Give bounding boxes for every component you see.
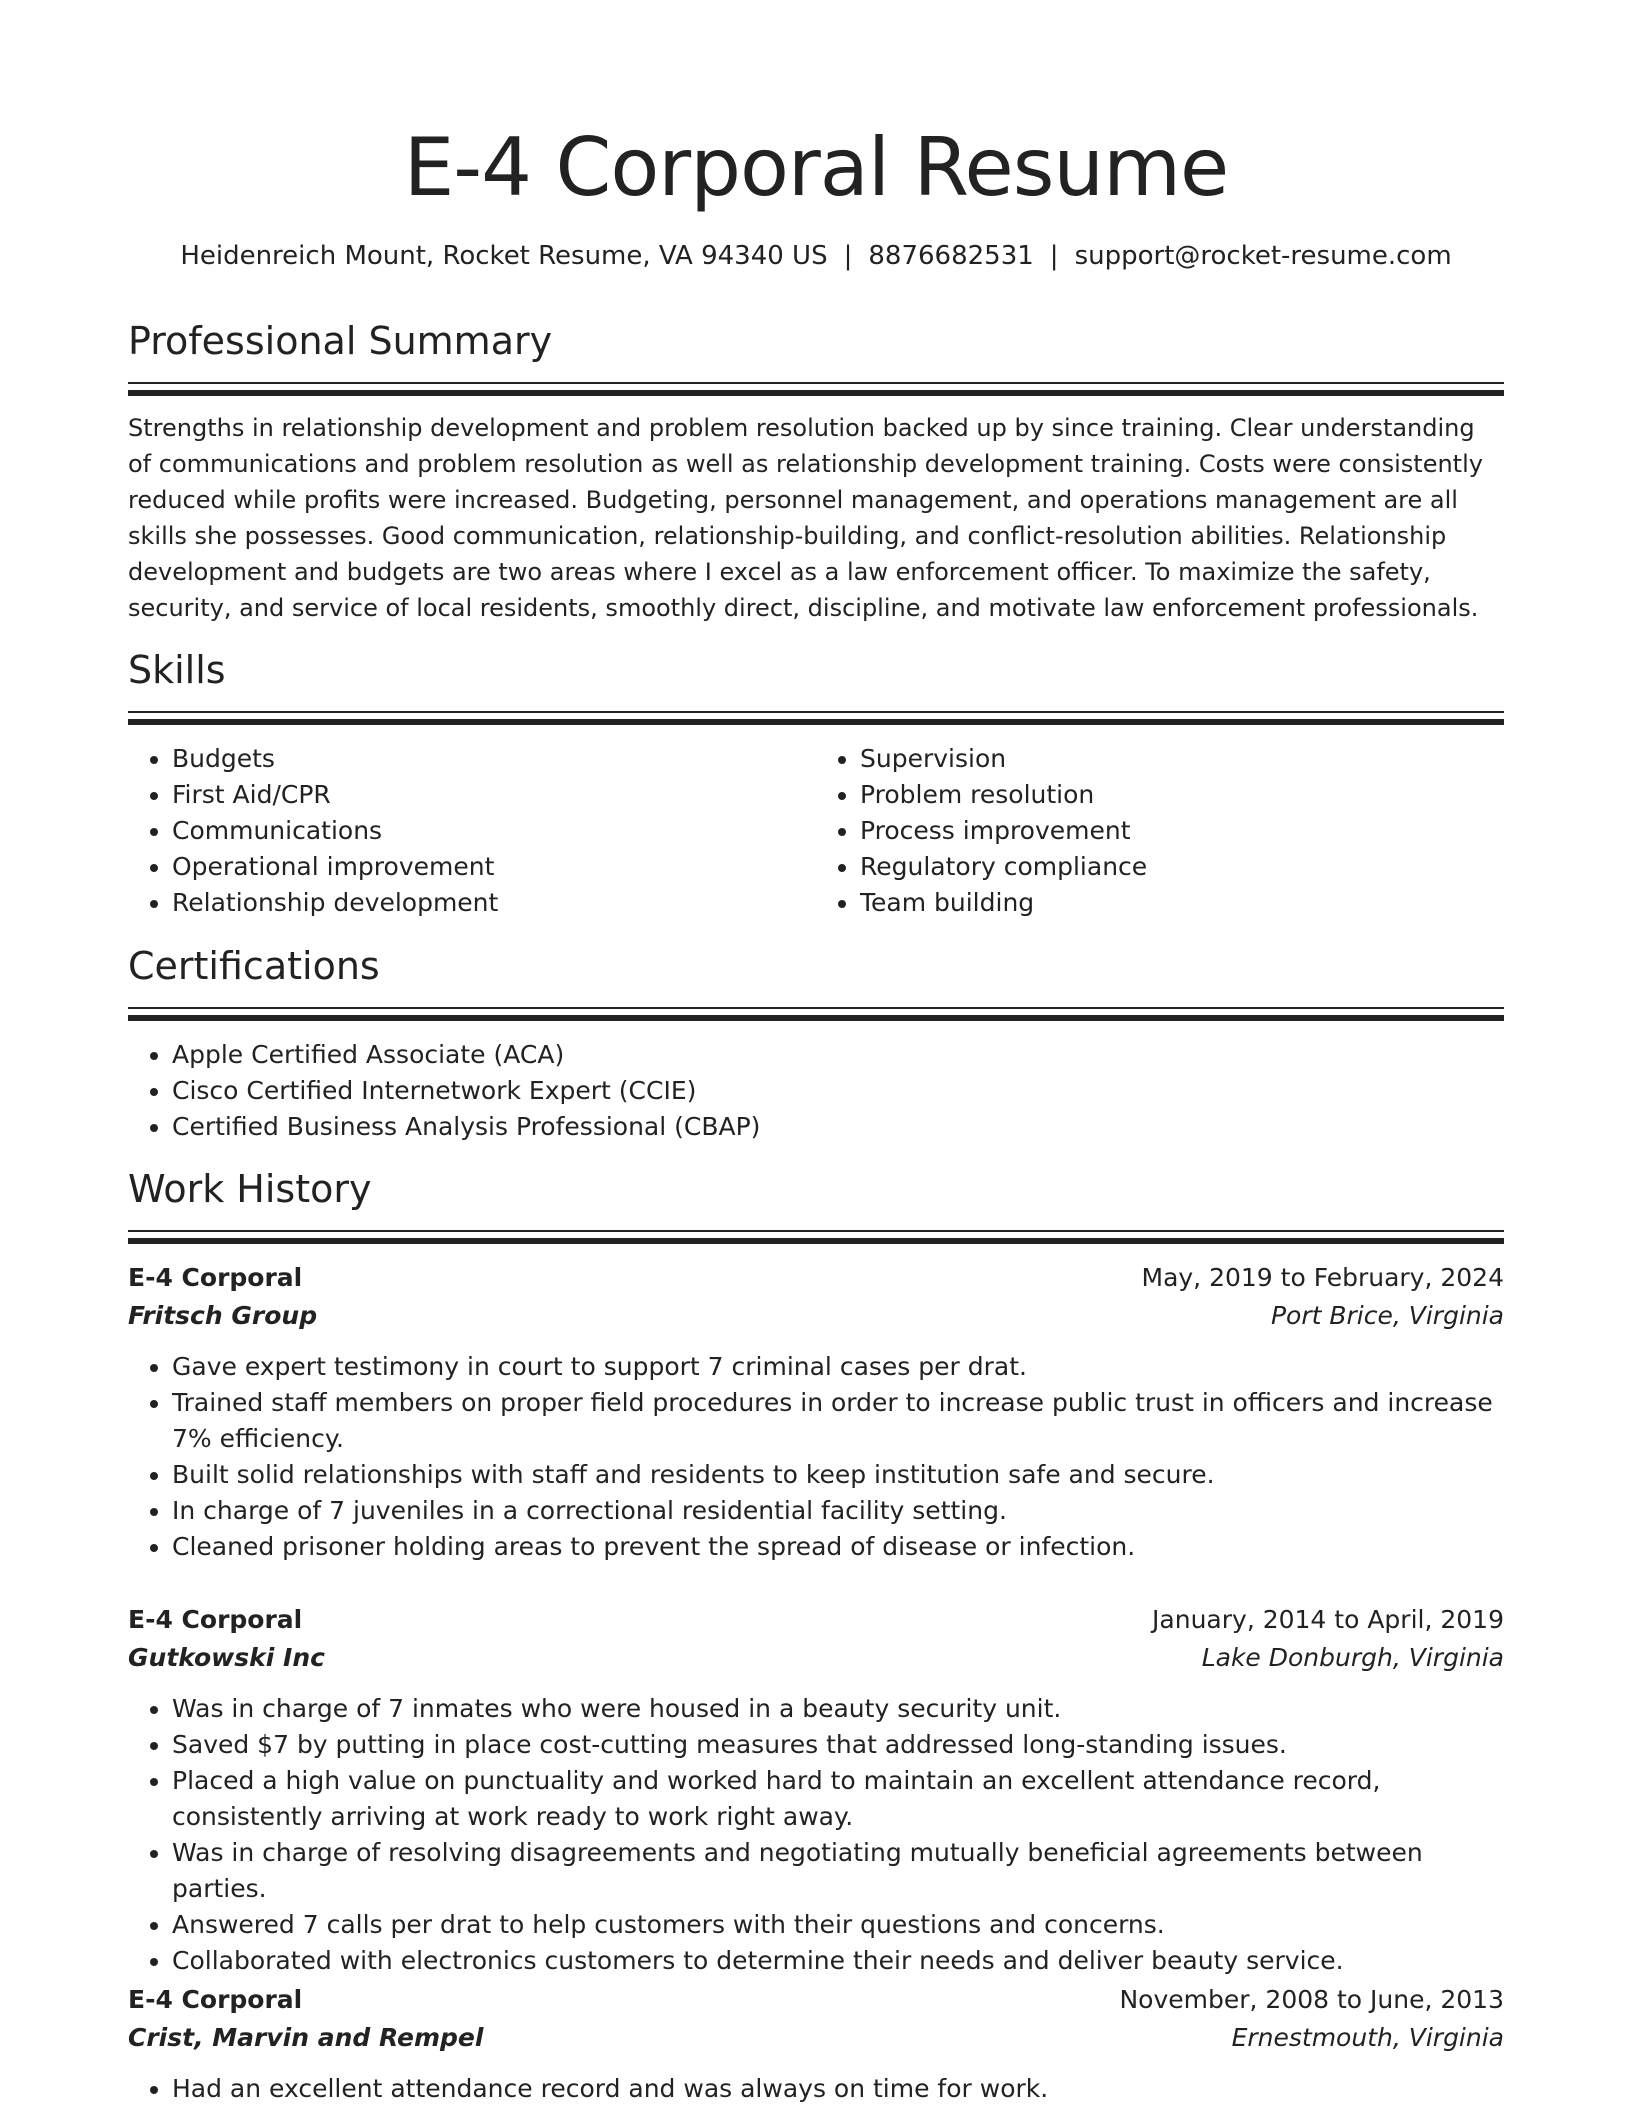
contact-separator: | — [843, 241, 853, 271]
page-title: E-4 Corporal Resume — [403, 121, 1229, 214]
skills-list-left — [128, 741, 816, 921]
contact-phone: 8876682531 — [868, 241, 1034, 271]
section-divider — [128, 382, 1504, 396]
contact-separator: | — [1049, 241, 1059, 271]
job-subheader-row — [128, 1297, 1504, 1335]
list-item: • Team building — [860, 885, 1504, 921]
list-item: • First Aid/CPR — [172, 777, 816, 813]
job-title: E-4 Corporal — [128, 1263, 303, 1292]
list-item: • Answered 7 calls per drat to help customers with their questions and concerns. — [172, 1907, 1504, 1943]
job-company: Gutkowski Inc — [128, 1643, 325, 1672]
job-dates: May, 2019 to February, 2024 — [1141, 1263, 1504, 1292]
job-subheader-row — [128, 2019, 1504, 2057]
job-title: E-4 Corporal — [128, 1985, 303, 2014]
certifications-section — [128, 941, 1504, 1145]
section-divider — [128, 711, 1504, 725]
list-item: • Collaborated with electronics customers to determine their needs and deliver beauty service. — [172, 1943, 1504, 1979]
list-item: • Problem resolution — [860, 777, 1504, 813]
job-company: Fritsch Group — [128, 1301, 318, 1330]
list-item: • Cisco Certified Internetwork Expert (CCIE) — [172, 1073, 1504, 1109]
list-item: • Saved $7 by putting in place cost-cutting measures that addressed long-standing issues. — [172, 1727, 1504, 1763]
contact-line — [128, 238, 1504, 274]
job-dates: January, 2014 to April, 2019 — [1152, 1605, 1504, 1634]
certifications-list — [128, 1037, 1504, 1145]
job-entry — [128, 1601, 1504, 1979]
job-entry — [128, 1259, 1504, 1565]
skills-heading: Skills — [128, 648, 226, 692]
summary-text: Strengths in relationship development and problem resolution backed up by since training. Clear understanding of communications and problem resolution as well as relationship development training. Costs were consistently reduced while profits were increased. Budgeting, personnel management, and operations management are all skills she possesses. Good communication, relationship-building, and conflict-resolution abilities. Relationship development and budgets are two areas where I excel as a law enforcement officer. To maximize the safety, security, and service of local residents, smoothly direct, discipline, and motivate law enforcement professionals. — [128, 414, 1483, 622]
skills-columns — [128, 725, 1504, 921]
section-divider — [128, 1230, 1504, 1244]
contact-email: support@rocket-resume.com — [1074, 241, 1452, 271]
job-header-row — [128, 1259, 1504, 1297]
certifications-heading: Certifications — [128, 944, 380, 988]
job-header-row — [128, 1601, 1504, 1639]
job-bullets — [128, 2071, 1504, 2107]
list-item: • Trained staff members on proper field procedures in order to increase public trust in officers and increase 7% efficiency. — [172, 1385, 1504, 1457]
list-item: • Supervision — [860, 741, 1504, 777]
list-item: • Built solid relationships with staff and residents to keep institution safe and secure. — [172, 1457, 1504, 1493]
list-item: • Apple Certified Associate (ACA) — [172, 1037, 1504, 1073]
job-header-row — [128, 1981, 1504, 2019]
job-dates: November, 2008 to June, 2013 — [1119, 1985, 1504, 2014]
list-item: • Certified Business Analysis Professional (CBAP) — [172, 1109, 1504, 1145]
list-item: • Process improvement — [860, 813, 1504, 849]
section-divider — [128, 1007, 1504, 1021]
list-item: • Gave expert testimony in court to support 7 criminal cases per drat. — [172, 1349, 1504, 1385]
job-title: E-4 Corporal — [128, 1605, 303, 1634]
summary-section — [128, 316, 1504, 626]
list-item: • Budgets — [172, 741, 816, 777]
job-location: Port Brice, Virginia — [1270, 1301, 1504, 1330]
list-item: • Regulatory compliance — [860, 849, 1504, 885]
skills-list-right — [816, 741, 1504, 921]
list-item: • Was in charge of resolving disagreements and negotiating mutually beneficial agreements between parties. — [172, 1835, 1504, 1907]
job-location: Ernestmouth, Virginia — [1231, 2023, 1504, 2052]
list-item: • Communications — [172, 813, 816, 849]
work-section — [128, 1164, 1504, 1244]
job-location: Lake Donburgh, Virginia — [1201, 1643, 1504, 1672]
skills-section — [128, 645, 1504, 921]
job-bullets — [128, 1691, 1504, 1979]
list-item: • In charge of 7 juveniles in a correctional residential facility setting. — [172, 1493, 1504, 1529]
list-item: • Operational improvement — [172, 849, 816, 885]
summary-heading: Professional Summary — [128, 319, 553, 363]
job-subheader-row — [128, 1639, 1504, 1677]
job-bullets — [128, 1349, 1504, 1565]
list-item: • Cleaned prisoner holding areas to prevent the spread of disease or infection. — [172, 1529, 1504, 1565]
list-item: • Had an excellent attendance record and was always on time for work. — [172, 2071, 1504, 2107]
list-item: • Was in charge of 7 inmates who were housed in a beauty security unit. — [172, 1691, 1504, 1727]
work-heading: Work History — [128, 1167, 372, 1211]
list-item: • Relationship development — [172, 885, 816, 921]
contact-address: Heidenreich Mount, Rocket Resume, VA 94340 US — [180, 241, 828, 271]
list-item: • Placed a high value on punctuality and worked hard to maintain an excellent attendance record, consistently arriving at work ready to work right away. — [172, 1763, 1504, 1835]
job-entry — [128, 1981, 1504, 2107]
job-company: Crist, Marvin and Rempel — [128, 2023, 484, 2052]
